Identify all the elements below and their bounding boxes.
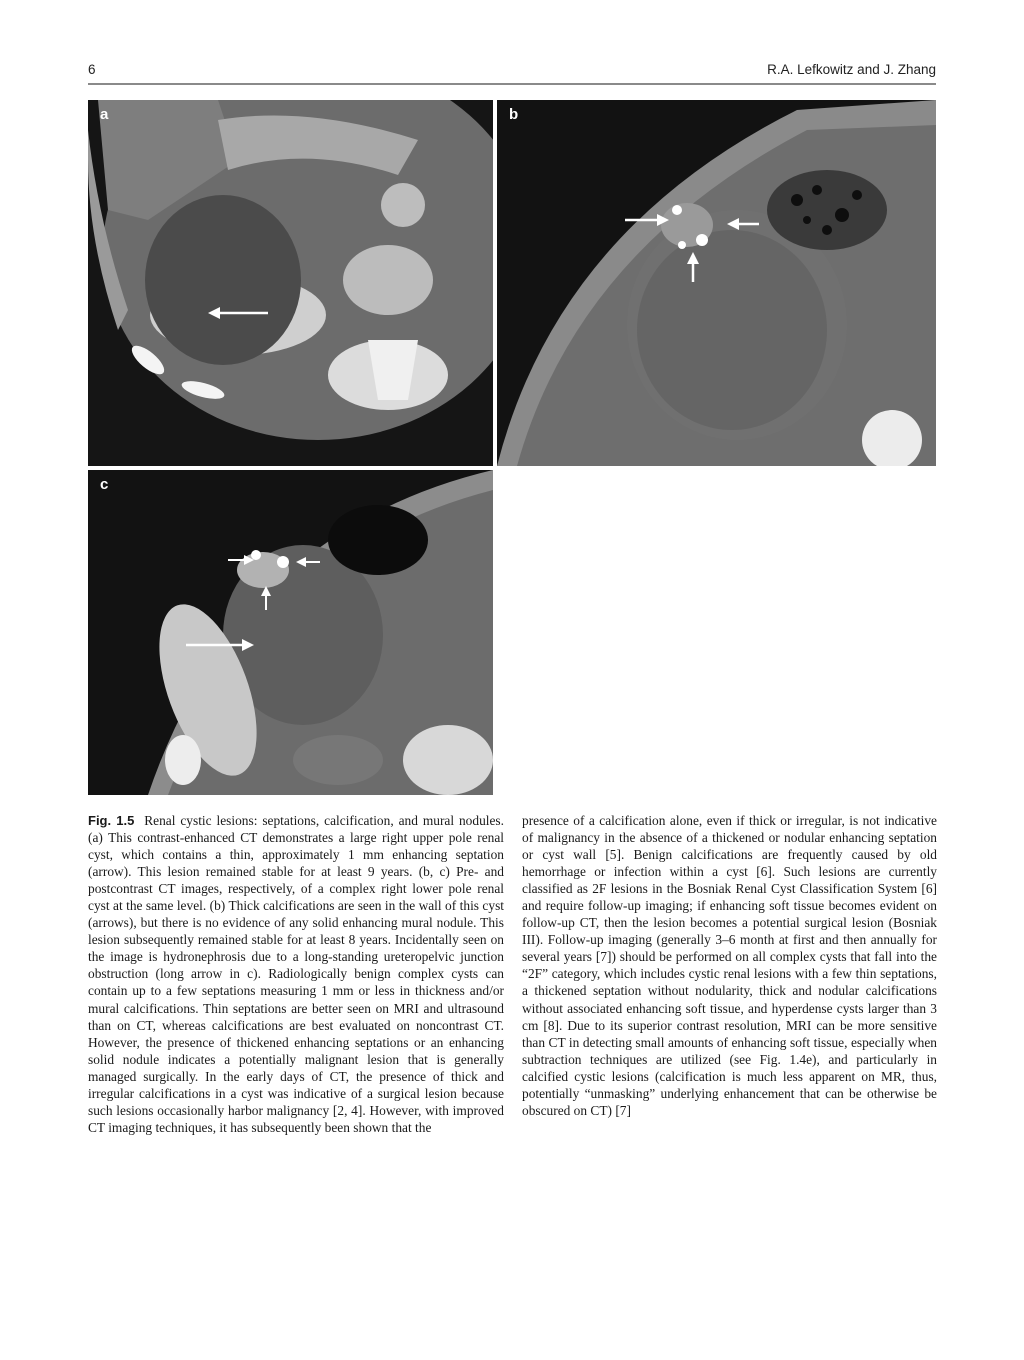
caption-text: Renal cystic lesions: septations, calcification, and mural nodules. (a) This contrast-enhanced CT demonstrates a large right upper pole renal cyst, which contains a thin, approximately 1 mm enhancing septation (arrow). This lesion remained stable for at least 9 years. (b, c) Pre- and postcontrast CT images, respectively, of a complex right lower pole renal cyst at the same level. (b) Thick calcifications are seen in the wall of this cyst (arrows), but there is no evidence of any solid enhancing mural nodule. This lesion subsequently remained stable for at least 8 years. Incidentally seen on the image is hydronephrosis due to a long-standing ureteropelvic junction obstruction (long arrow in c). [88, 813, 504, 982]
ct-scan-b-image [497, 100, 936, 466]
ct-image-panel-c [88, 470, 493, 795]
body-paragraph-right: presence of a calcification alone, even if thick or irregular, is not indicative of malignancy in the absence of a thickened or nodular enhancing septation or cyst wall [5]. Benign calcifications are frequently caused by old hemorrhage or infection within a cyst [6]. Such lesions are currently classified as 2F lesions in the Bosniak Renal Cyst Classification System [6] and require follow-up imaging; if enhancing soft tissue becomes evident on follow-up CT, then the lesion becomes a potential surgical lesion (Bosniak III). Follow-up imaging (generally 3–6 month at first and then annually for several years [7]) should be performed on all complex cysts that fall into the “2F” category, which includes cystic renal lesions with a few thin septations, a thickened septation without nodularity, thick and nodular calcifications without associated enhancing soft tissue, and hyperdense cysts larger than 3 cm [8]. Due to its superior contrast resolution, MRI can be more sensitive than CT in detecting small amounts of enhancing soft tissue, especially when subtraction techniques are utilized (see Fig. 1.4e), and particularly in calcified cystic lesions (calcification is much less apparent on MR, thus, potentially “unmasking” underlying enhancement that can be otherwise be obscured on CT) [7] [522, 813, 937, 1118]
figure-caption [88, 812, 504, 1136]
running-head-authors: R.A. Lefkowitz and J. Zhang [767, 62, 936, 77]
body-paragraph-left: Radiologically benign complex cysts can contain up to a few septations measuring 1 mm or less in thickness and/or mural calcifications. Thin septations are better seen on MRI and ultrasound than on CT, whereas calcifications are best evaluated on noncontrast CT. However, the presence of thickened enhancing septations or an enhancing solid nodule indicates a potentially malignant lesion that is generally managed surgically. In the early days of CT, the presence of thick and irregular calcifications in a cyst was indicative of a surgical lesion because such lesions occasionally harbor malignancy [2, 4]. However, with improved CT imaging techniques, it has subsequently been shown that the [88, 966, 504, 1135]
ct-scan-a-image [88, 100, 493, 466]
ct-scan-c-image [88, 470, 493, 795]
left-text-column [88, 812, 504, 1136]
ct-image-panel-a [88, 100, 493, 466]
panel-label-b: b [509, 106, 519, 123]
header-rule [88, 83, 936, 85]
ct-image-panel-b [497, 100, 936, 466]
caption-label: Fig. 1.5 [88, 813, 135, 828]
panel-label-c: c [100, 476, 109, 493]
page-number: 6 [88, 62, 96, 77]
running-header [88, 60, 936, 82]
right-text-column [522, 812, 937, 1119]
panel-label-a: a [100, 106, 109, 123]
